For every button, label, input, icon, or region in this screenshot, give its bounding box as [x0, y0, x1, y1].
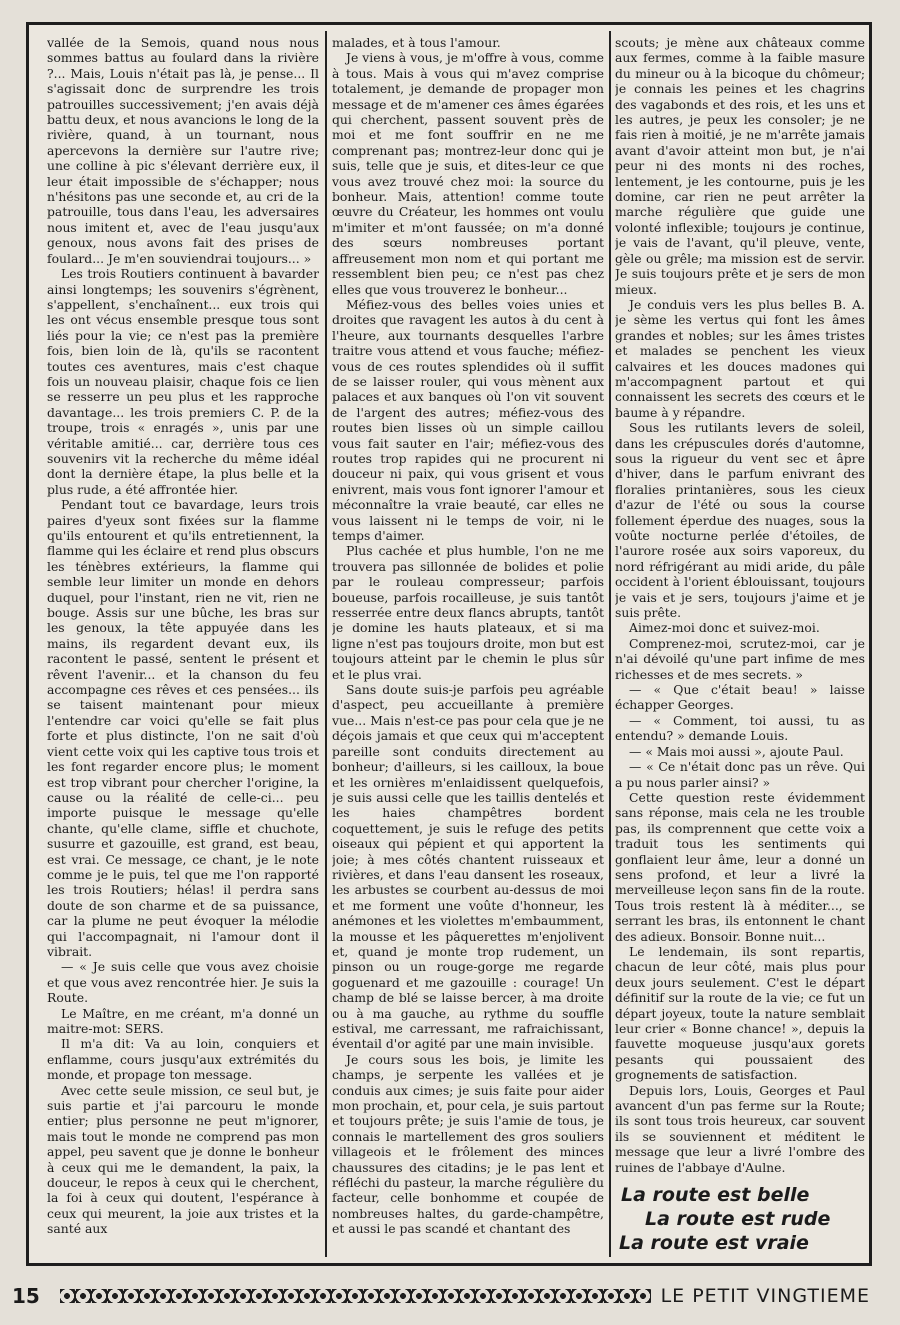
page-footer: [12, 1282, 870, 1310]
paragraph: Sous les rutilants levers de soleil, dans les crépuscules dorés d'automne, sous la rigueur du vent sec et âpre d'hiver, dans le parfum enivrant des floralies printanières, sous les cieux d'azur de l'été ou sous la course follement éperdue des nuages, sous la voûte nocturne perlée d'étoiles, de l'aurore rosée aux soirs vaporeux, du nord réfrigérant au midi aride, du pâle occident à l'orient éblouissant, toujours je vais et je sers, toujours j'aime et je suis prête.: [615, 420, 865, 621]
paragraph: Sans doute suis-je parfois peu agréable d'aspect, peu accueillante à première vue... Mais n'est-ce pas pour cela que je ne déçois jamais et que ceux qui m'acceptent pareille sont conduits directement au bonheur; d'ailleurs, si les cailloux, la boue et les ornières m'enlaidissent quelquefois, je suis aussi celle que les taillis dentelés et les haies champêtres bordent coquettement, je suis le refuge des petits oiseaux qui pépient et qui apportent la joie; à mes côtés chantent ruisseaux et rivières, et dans l'eau dansent les roseaux, les arbustes se courbent au-dessus de moi et me forment une voûte d'honneur, les anémones et les violettes m'embaumment, la mousse et les pâquerettes m'enjolivent et, quand je monte trop rudement, un pinson ou un rouge-gorge me regarde goguenard et me gazouille : courage! Un champ de blé se laisse bercer, à ma droite ou à ma gauche, au rythme du souffle estival, me carressant, me rafraichissant, éventail d'or agité par une main invisible.: [332, 682, 604, 1052]
motto-line: La route est rude: [645, 1208, 831, 1231]
motto-block: [615, 1183, 865, 1253]
article-column-1: [47, 35, 319, 1253]
paragraph: — « Ce n'était donc pas un rêve. Qui a pu nous parler ainsi? »: [615, 759, 865, 790]
paragraph: Plus cachée et plus humble, l'on ne me trouvera pas sillonnée de bolides et polie par le rouleau compresseur; parfois boueuse, parfois rocailleuse, je suis tantôt resserrée entre deux flancs abrupts, tantôt je domine les hauts plateaux, et si ma ligne n'est pas toujours droite, mon but est toujours atteint par le chemin le plus sûr et le plus vrai.: [332, 543, 604, 682]
paragraph: Le lendemain, ils sont repartis, chacun de leur côté, mais plus pour deux jours seulement. C'est le départ définitif sur la route de la vie; ce fut un départ joyeux, toute la nature semblait leur crier « Bonne chance! », depuis la fauvette moqueuse jusqu'aux gorets pesants qui poussaient des grognements de satisfaction.: [615, 943, 865, 1083]
article-column-2: [332, 35, 604, 1253]
article-frame: [26, 22, 872, 1266]
paragraph: — « Je suis celle que vous avez choisie et que vous avez rencontrée hier. Je suis la Route.: [47, 959, 319, 1006]
column-rule: [609, 31, 611, 1257]
motto-line: La route est belle: [621, 1184, 810, 1207]
journal-name: LE PETIT VINGTIEME: [660, 1285, 870, 1307]
paragraph: Aimez-moi donc et suivez-moi.: [629, 620, 820, 636]
paragraph: Pendant tout ce bavardage, leurs trois paires d'yeux sont fixées sur la flamme qu'ils entourent et qu'ils entretiennent, la flamme qui les éclaire et rend plus obscurs les ténèbres extérieurs, la flamme qui semble leur limiter un monde en dehors duquel, pour l'instant, rien ne vit, rien ne bouge. Assis sur une bûche, les bras sur les genoux, la tête appuyée dans les mains, ils regardent devant eux, ils racontent le passé, sentent le présent et rêvent l'avenir... et la chanson du feu accompagne ces rêves et ces pensées... ils se taisent maintenant pour mieux l'entendre car voici qu'elle se fait plus forte et plus distincte, l'on ne sait d'où vient cette voix qui les captive tous trois et les font regarder encore plus; le moment est trop vibrant pour chercher l'origine, la cause ou la réalité de celle-ci... peu importe puisque le message qu'elle chante, qu'elle clame, siffle et chuchote, susurre et gazouille, est grand, est beau, est vrai. Ce message, ce chant, je le note comme je le puis, tel que me l'on rapporté les trois Routiers; hélas! il perdra sans doute de son charme et de sa puissance, car la plume ne peut évoquer la mélodie qui l'accompagnait, ni l'amour dont il vibrait.: [47, 497, 319, 959]
paragraph: vallée de la Semois, quand nous nous sommes battus au foulard dans la rivière ?... Mais, Louis n'était pas là, je pense... Il s'agissait donc de surprendre les trois patrouilles successivement; j'en avais déjà battu deux, et nous avancions le long de la rivière, quand, à un tournant, nous apercevons la dernière sur l'autre rive; une colline à pic s'élevant derrière eux, il leur était impossible de s'échapper; nous n'hésitons pas une seconde et, au cri de la patrouille, tous dans l'eau, les adversaires nous imitent et, avec de l'eau jusqu'aux genoux, nous avons fait des prises de foulard... Je m'en souviendrai toujours... »: [47, 35, 319, 266]
paragraph: — « Comment, toi aussi, tu as entendu? » demande Louis.: [615, 712, 865, 744]
paragraph: Je conduis vers les plus belles B. A. je sème les vertus qui font les âmes grandes et nobles; sur les âmes tristes et malades se penchent les vieux calvaires et les douces madones qui m'accompagnent partout et qui connaissent les secrets des cœurs et le baume à y répandre.: [615, 296, 865, 420]
column-rule: [325, 31, 327, 1257]
paragraph: Les trois Routiers continuent à bavarder ainsi longtemps; les souvenirs s'égrènent, s'appellent, s'enchaînent... eux trois qui les ont vécus ensemble presque tous sont liés pour la vie; ce n'est pas la première fois, bien loin de là, qu'ils se racontent toutes ces aventures, mais c'est chaque fois un nouveau plaisir, chaque fois ce lien se resserre un peu plus et les rapproche davantage... les trois premiers C. P. de la troupe, trois « enragés », unis par une véritable amitié... car, derrière tous ces souvenirs vit la recherche du même idéal dont la dernière étape, la plus belle et la plus rude, a été affrontée hier.: [47, 266, 319, 497]
article-column-3: [615, 35, 865, 1253]
paragraph: Avec cette seule mission, ce seul but, je suis partie et j'ai parcouru le monde entier; plus personne ne peut m'ignorer, mais tout le monde ne comprend pas mon appel, peu savent que je donne le bonheur à ceux qui me le demandent, la paix, la douceur, le repos à ceux qui le cherchent, la foi à ceux qui doutent, l'espérance à ceux qui meurent, la joie aux tristes et la santé aux: [47, 1082, 319, 1237]
paragraph: malades, et à tous l'amour.: [332, 35, 501, 50]
paragraph: Je viens à vous, je m'offre à vous, comme à tous. Mais à vous qui m'avez comprise totalement, je demande de propager mon message et de m'amener ces âmes égarées qui cherchent, passent souvent près de moi et me font souffrir en ne me comprenant pas; montrez-leur donc qui je suis, telle que je suis, et dites-leur ce que vous avez trouvé chez moi: la source du bonheur. Mais, attention! comme toute œuvre du Créateur, les hommes ont voulu m'imiter et m'ont faussée; on m'a donné des sœurs nombreuses portant affreusement mon nom et qui portant me ressemblent bien peu; ce n'est pas chez elles que vous trouverez le bonheur...: [332, 50, 604, 297]
paragraph: Je cours sous les bois, je limite les champs, je serpente les vallées et je conduis aux cimes; je suis faite pour aider mon prochain, et, pour cela, je suis partout et toujours prête; je suis l'amie de tous, je connais le martellement des gros souliers villageois et le frôlement des minces chaussures des citadins; je le pas lent et réfléchi du pasteur, la marche régulière du facteur, celle bonhomme et coupée de nombreuses haltes, du garde-champêtre, et aussi le pas scandé et chantant des: [332, 1051, 604, 1237]
paragraph: — « Que c'était beau! » laisse échapper Georges.: [615, 682, 865, 713]
paragraph: Méfiez-vous des belles voies unies et droites que ravagent les autos à du cent à l'heure, aux tournants desquelles l'arbre traitre vous attend et vous fauche; méfiez-vous de ces routes splendides où il suffit de se laisser rouler, qui vous mènent aux palaces et aux banques où l'on vit souvent de l'argent des autres; méfiez-vous des routes bien lisses où un simple caillou vous fait sauter en l'air; méfiez-vous des routes trop rapides qui ne procurent ni douceur ni paix, qui vous grisent et vous enivrent, mais vous font ignorer l'amour et méconnaître la vraie beauté, car elles ne vous laissent ni le temps de voir, ni le temps d'aimer.: [332, 296, 604, 543]
paragraph: scouts; je mène aux châteaux comme aux fermes, comme à la faible masure du mineur ou à la bicoque du chômeur; je connais les peines et les chagrins des vagabonds et des rois, et les uns et les autres, je peux les consoler; je ne fais rien à moitié, je ne m'arrête jamais avant d'avoir atteint mon but, je n'ai peur ni des monts ni des roches, lentement, je les contourne, puis je les domine, car rien ne peut arrêter la marche régulière que guide une volonté inflexible; toujours je continue, je vais de l'avant, qu'il pleuve, vente, gèle ou grêle; ma mission est de servir. Je suis toujours prête et je sers de mon mieux.: [615, 35, 865, 297]
paragraph: Cette question reste évidemment sans réponse, mais cela ne les trouble pas, ils comprennent que cette voix a traduit tous les sentiments qui gonflaient leur âme, leur a donné un sens profond, et leur a livré la merveilleuse leçon sans fin de la route. Tous trois restent là à méditer..., se serrant les bras, ils entonnent le chant des adieux. Bonsoir. Bonne nuit...: [615, 789, 865, 944]
motto-line: La route est vraie: [619, 1232, 809, 1253]
paragraph: Le Maître, en me créant, m'a donné un maitre-mot: SERS.: [47, 1005, 319, 1036]
paragraph: Il m'a dit: Va au loin, conquiers et enflamme, cours jusqu'aux extrémités du monde, et propage ton message.: [47, 1036, 319, 1083]
ornamental-border-icon: [60, 1289, 651, 1303]
paragraph: Depuis lors, Louis, Georges et Paul avancent d'un pas ferme sur la Route; ils sont tous trois heureux, car souvent ils se souviennent et méditent le message que leur a livré l'ombre des ruines de l'abbaye d'Aulne.: [615, 1082, 865, 1175]
paragraph: — « Mais moi aussi », ajoute Paul.: [629, 743, 844, 759]
page-number: 15: [12, 1284, 40, 1308]
paragraph: Comprenez-moi, scrutez-moi, car je n'ai dévoilé qu'une part infime de mes richesses et de mes secrets. »: [615, 635, 865, 682]
